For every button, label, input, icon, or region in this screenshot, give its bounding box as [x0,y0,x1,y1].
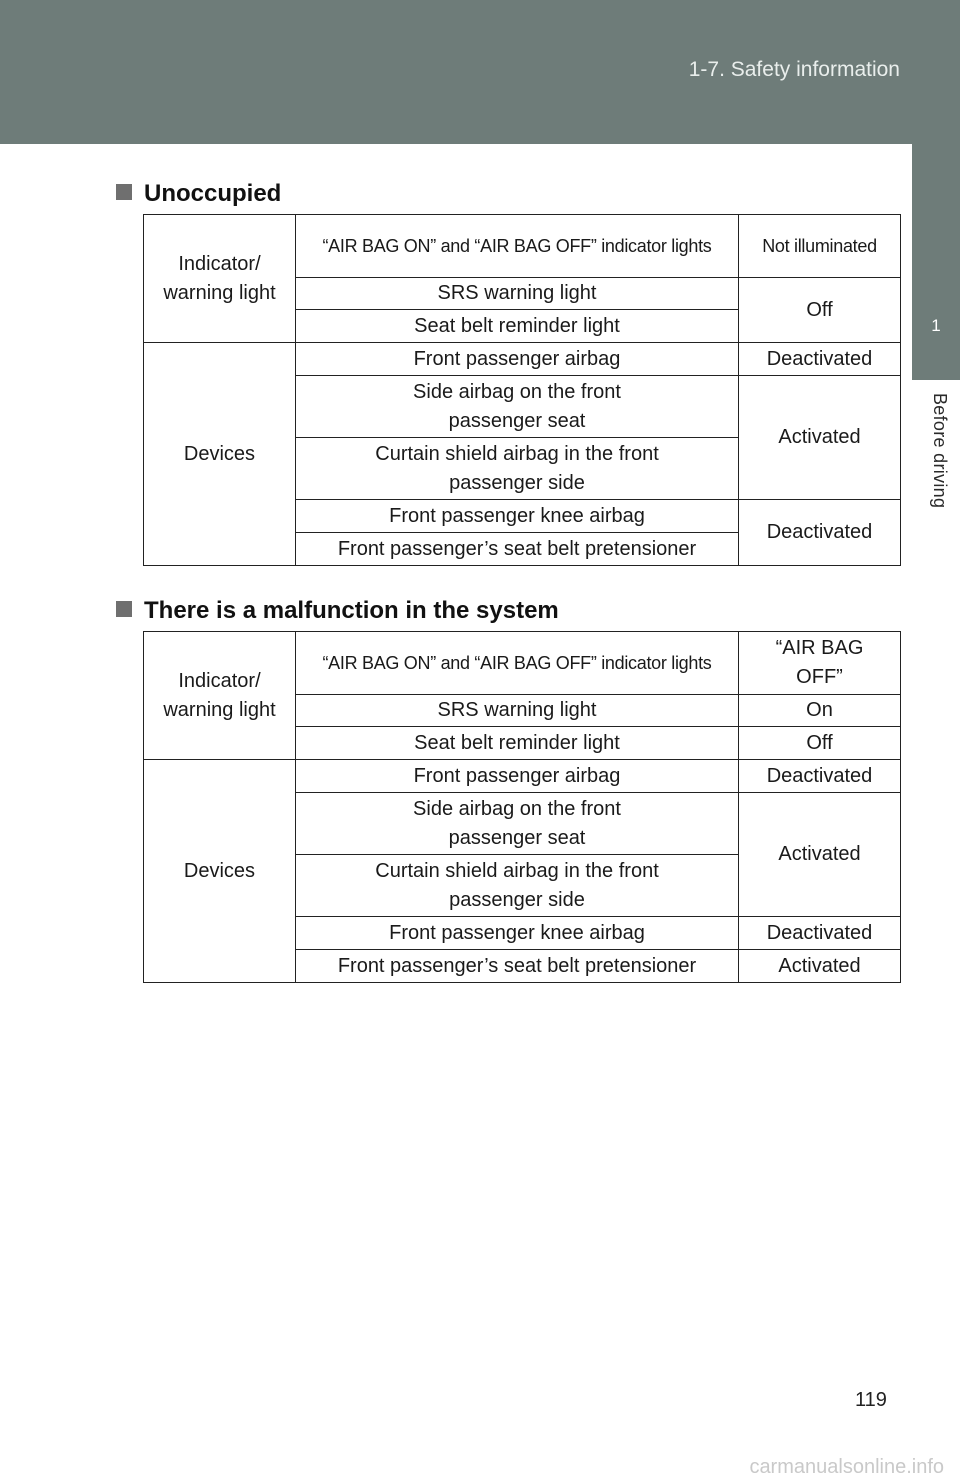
table-row [144,343,901,376]
page-header [0,0,960,144]
status-cell: “AIR BAG OFF” [739,632,901,695]
item-cell: Seat belt reminder light [296,310,739,343]
status-cell: Deactivated [739,500,901,566]
table-row [144,760,901,793]
group-label-indicator: Indicator/ warning light [144,215,296,343]
item-cell: Front passenger knee airbag [296,917,739,950]
status-cell: Not illuminated [739,215,901,278]
item-cell: Front passenger’s seat belt pretensioner [296,950,739,983]
item-cell: Side airbag on the front passenger seat [296,376,739,438]
side-tab-marker [912,144,960,380]
item-cell: SRS warning light [296,278,739,310]
status-cell: On [739,695,901,727]
table-row [144,215,901,278]
item-cell: Front passenger’s seat belt pretensioner [296,533,739,566]
watermark: carmanualsonline.info [749,1456,944,1478]
item-cell: Curtain shield airbag in the front passenger side [296,438,739,500]
group-label-devices: Devices [144,343,296,566]
item-cell: Front passenger airbag [296,343,739,376]
item-cell: “AIR BAG ON” and “AIR BAG OFF” indicator lights [296,215,739,278]
status-cell: Deactivated [739,760,901,793]
status-cell: Activated [739,376,901,500]
chapter-number: 1 [931,316,941,335]
status-cell: Deactivated [739,917,901,950]
table-row [144,632,901,695]
status-cell: Deactivated [739,343,901,376]
item-cell: “AIR BAG ON” and “AIR BAG OFF” indicator lights [296,632,739,695]
status-cell: Activated [739,793,901,917]
status-cell: Activated [739,950,901,983]
chapter-label: Before driving [930,393,950,509]
status-cell: Off [739,278,901,343]
item-cell: Side airbag on the front passenger seat [296,793,739,855]
group-label-indicator: Indicator/ warning light [144,632,296,760]
item-cell: SRS warning light [296,695,739,727]
status-table-malfunction [143,631,901,983]
section-title-malfunction: There is a malfunction in the system [116,597,559,625]
status-table-unoccupied [143,214,901,566]
item-cell: Curtain shield airbag in the front passenger side [296,855,739,917]
page-number: 119 [855,1389,887,1411]
item-cell: Front passenger knee airbag [296,500,739,533]
square-bullet-icon [116,601,132,617]
section-title-unoccupied: Unoccupied [116,180,281,208]
item-cell: Seat belt reminder light [296,727,739,760]
item-cell: Front passenger airbag [296,760,739,793]
status-cell: Off [739,727,901,760]
square-bullet-icon [116,184,132,200]
group-label-devices: Devices [144,760,296,983]
section-header-title: 1-7. Safety information [688,58,900,81]
